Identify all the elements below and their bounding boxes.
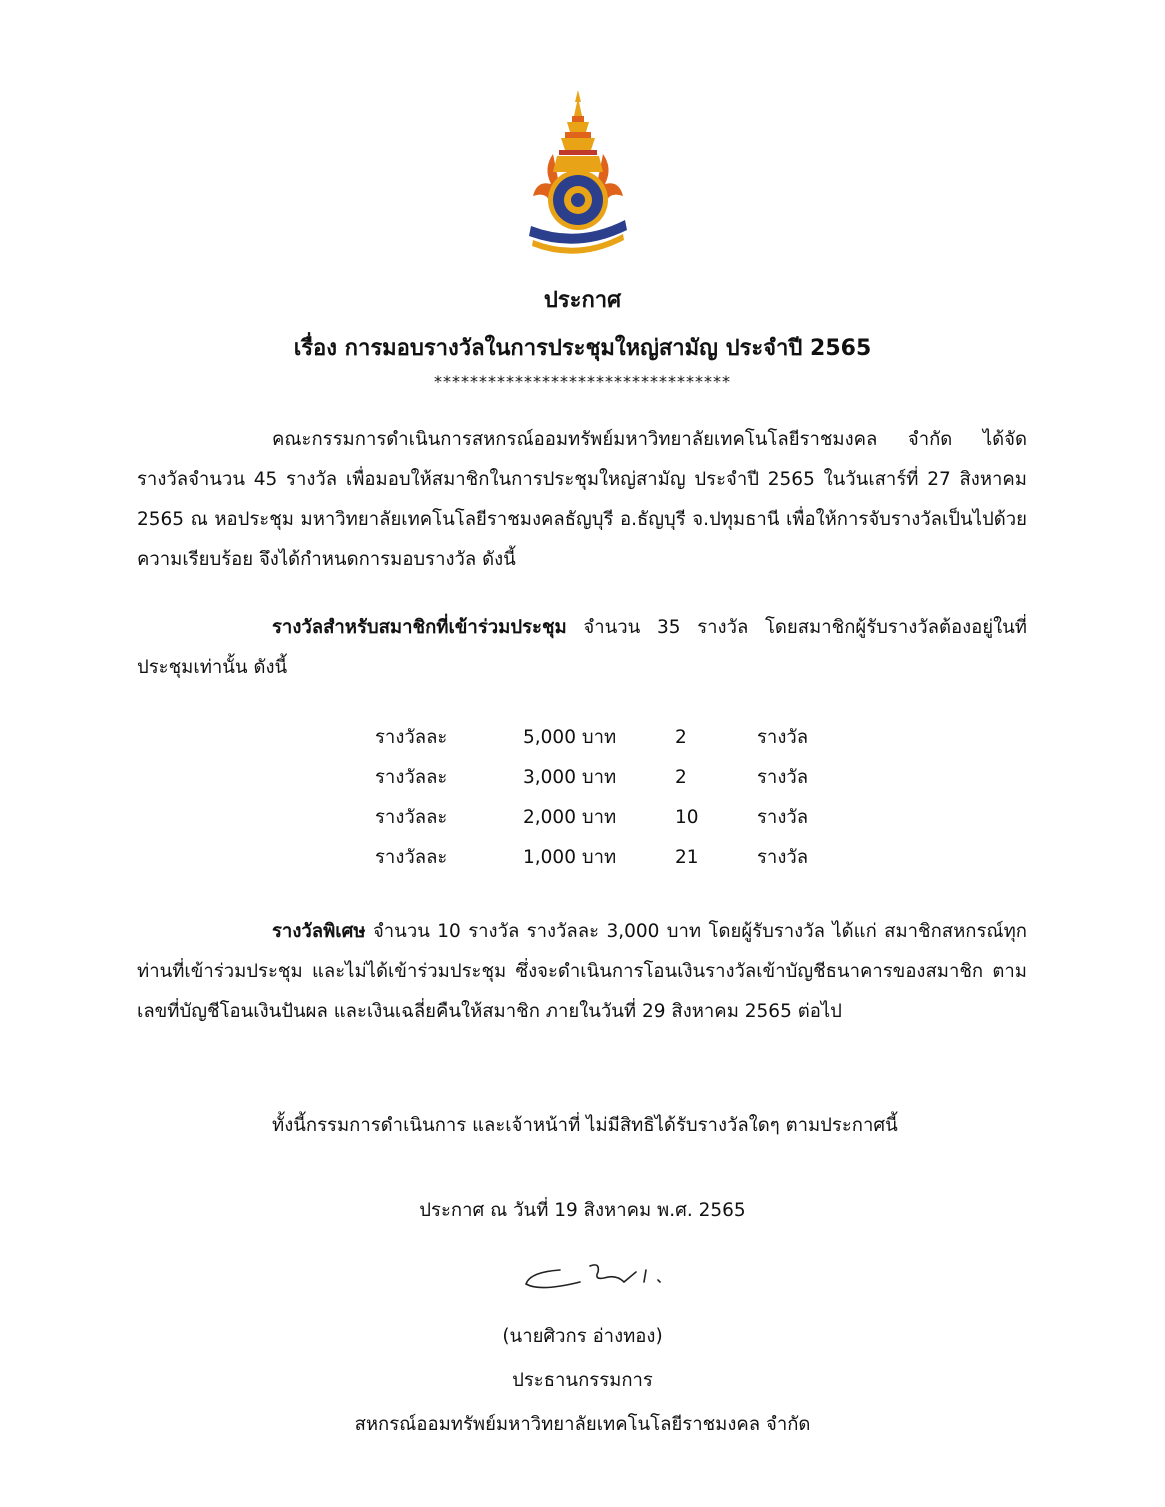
announcement-subject: เรื่อง การมอบรางวัลในการประชุมใหญ่สามัญ ประจำปี 2565 [293, 336, 872, 361]
prize-unit: รางวัล [757, 727, 809, 748]
prize-amount: 3,000 บาท [523, 767, 617, 788]
attendee-prizes-label: รางวัลสำหรับสมาชิกที่เข้าร่วมประชุม [272, 617, 567, 638]
signer-name: (นายศิวกร อ่างทอง) [502, 1326, 663, 1347]
prize-count: 10 [675, 807, 699, 828]
prize-amount: 2,000 บาท [523, 807, 617, 828]
prize-amount: 1,000 บาท [523, 847, 617, 868]
prize-row [375, 798, 835, 838]
intro-paragraph [137, 420, 1027, 580]
university-emblem-icon [523, 88, 633, 268]
prize-row [375, 758, 835, 798]
signature-icon [520, 1258, 690, 1298]
prize-unit: รางวัล [757, 807, 809, 828]
attendee-prizes-paragraph [137, 608, 1027, 688]
note-text: ทั้งนี้กรรมการดำเนินการ และเจ้าหน้าที่ ไม่มีสิทธิได้รับรางวัลใดๆ ตามประกาศนี้ [272, 1115, 898, 1136]
announcement-date: ประกาศ ณ วันที่ 19 สิงหาคม พ.ศ. 2565 [419, 1200, 746, 1221]
prize-row [375, 718, 835, 758]
note-paragraph [137, 1106, 1027, 1146]
prize-unit: รางวัล [757, 767, 809, 788]
intro-text: คณะกรรมการดำเนินการสหกรณ์ออมทรัพย์มหาวิทยาลัยเทคโนโลยีราชมงคล จำกัด ได้จัดรางวัลจำนวน 45 รางวัล เพื่อมอบให้สมาชิกในการประชุมใหญ่สามัญ ประจำปี 2565 ในวันเสาร์ที่ 27 สิงหาคม 2565 ณ หอประชุม มหาวิทยาลัยเทคโนโลยีราชมงคลธัญบุรี อ.ธัญบุรี จ.ปทุมธานี เพื่อให้การจับรางวัลเป็นไปด้วยความเรียบร้อย จึงได้กำหนดการมอบรางวัล ดังนี้ [137, 429, 1027, 570]
prize-prefix: รางวัลละ [375, 807, 448, 828]
announcement-title: ประกาศ [543, 288, 622, 313]
divider-line: ********************************* [434, 372, 731, 391]
prize-prefix: รางวัลละ [375, 767, 448, 788]
organization-name: สหกรณ์ออมทรัพย์มหาวิทยาลัยเทคโนโลยีราชมงคล จำกัด [354, 1414, 811, 1435]
attendee-prizes-text: จำนวน 35 รางวัล โดยสมาชิกผู้รับรางวัลต้องอยู่ในที่ประชุมเท่านั้น ดังนี้ [137, 617, 1027, 678]
prize-row [375, 838, 835, 878]
prize-prefix: รางวัลละ [375, 847, 448, 868]
signer-title: ประธานกรรมการ [512, 1370, 653, 1391]
special-prizes-paragraph [137, 912, 1027, 1032]
prize-count: 21 [675, 847, 699, 868]
prize-unit: รางวัล [757, 847, 809, 868]
prize-table [375, 718, 835, 878]
special-prizes-label: รางวัลพิเศษ [272, 921, 366, 942]
special-prizes-text: จำนวน 10 รางวัล รางวัลละ 3,000 บาท โดยผู้รับรางวัล ได้แก่ สมาชิกสหกรณ์ทุกท่านที่เข้าร่วมประชุม และไม่ได้เข้าร่วมประชุม ซึ่งจะดำเนินการโอนเงินรางวัลเข้าบัญชีธนาคารของสมาชิก ตามเลขที่บัญชีโอนเงินปันผล และเงินเฉลี่ยคืนให้สมาชิก ภายในวันที่ 29 สิงหาคม 2565 ต่อไป [137, 921, 1027, 1022]
prize-count: 2 [675, 767, 687, 788]
prize-amount: 5,000 บาท [523, 727, 617, 748]
prize-count: 2 [675, 727, 687, 748]
prize-prefix: รางวัลละ [375, 727, 448, 748]
